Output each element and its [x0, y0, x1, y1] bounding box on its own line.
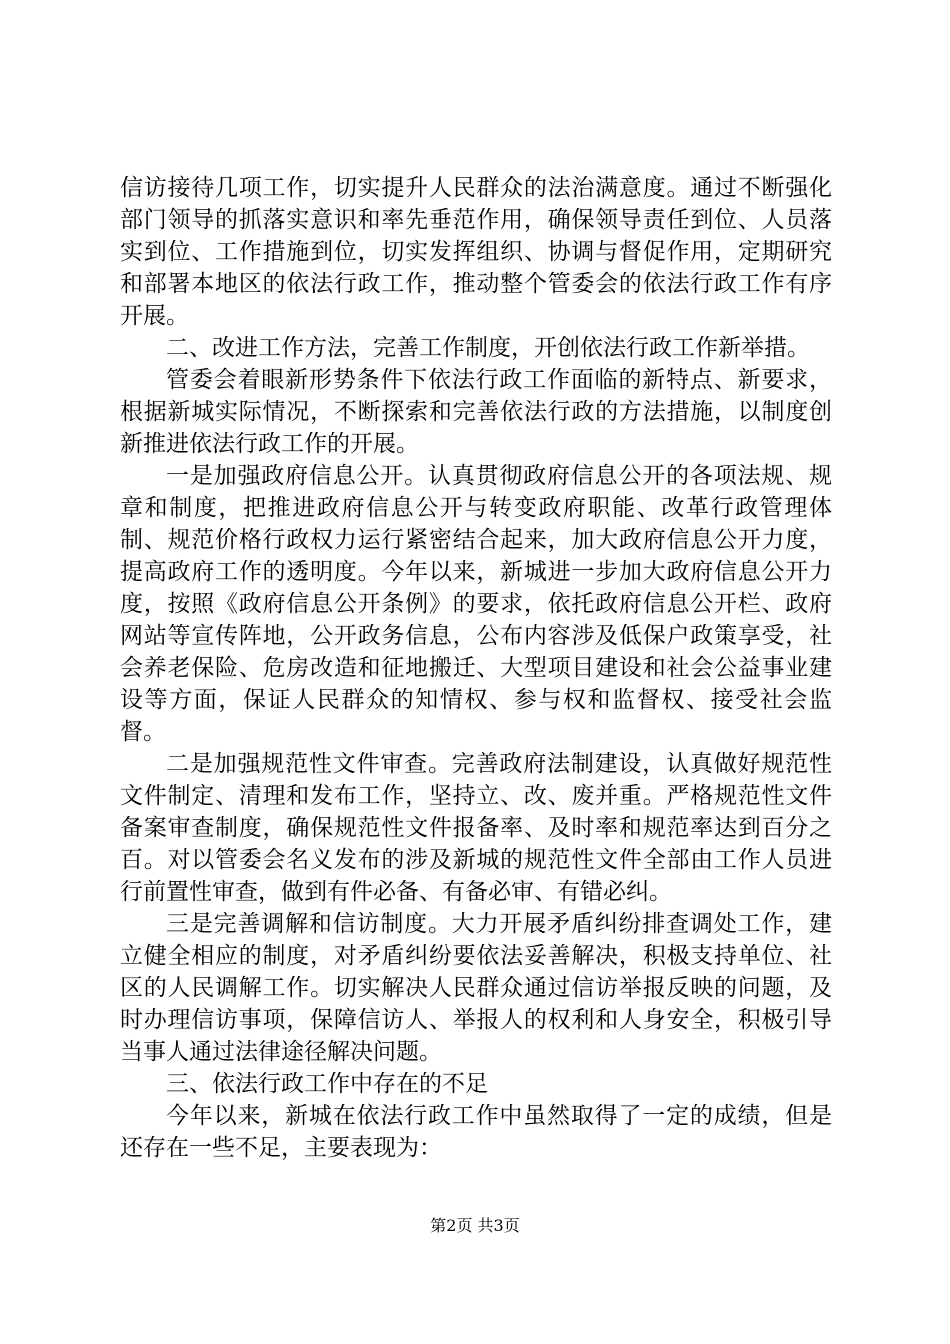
paragraph-methods: 管委会着眼新形势条件下依法行政工作面临的新特点、新要求，根据新城实际情况，不断探索和完善依法行政的方法措施，以制度创新推进依法行政工作的开展。	[120, 367, 832, 457]
document-body	[120, 172, 832, 1164]
paragraph-continuation: 信访接待几项工作，切实提升人民群众的法治满意度。通过不断强化部门领导的抓落实意识和率先垂范作用，确保领导责任到位、人员落实到位、工作措施到位，切实发挥组织、协调与督促作用，定期研究和部署本地区的依法行政工作，推动整个管委会的依法行政工作有序开展。	[120, 175, 832, 329]
page-number: 第2页 共3页	[430, 1216, 520, 1235]
paragraph-info-disclosure: 一是加强政府信息公开。认真贯彻政府信息公开的各项法规、规章和制度，把推进政府信息公开与转变政府职能、改革行政管理体制、规范价格行政权力运行紧密结合起来，加大政府信息公开力度，提高政府工作的透明度。今年以来，新城进一步加大政府信息公开力度，按照《政府信息公开条例》的要求，依托政府信息公开栏、政府网站等宣传阵地，公开政务信息，公布内容涉及低保户政策享受，社会养老保险、危房改造和征地搬迁、大型项目建设和社会公益事业建设等方面，保证人民群众的知情权、参与权和监督权、接受社会监督。	[120, 463, 832, 745]
paragraph-mediation: 三是完善调解和信访制度。大力开展矛盾纠纷排查调处工作，建立健全相应的制度，对矛盾纠纷要依法妥善解决，积极支持单位、社区的人民调解工作。切实解决人民群众通过信访举报反映的问题，及时办理信访事项，保障信访人、举报人的权利和人身安全，积极引导当事人通过法律途径解决问题。	[120, 911, 832, 1065]
section-heading-three: 三、依法行政工作中存在的不足	[166, 1071, 488, 1097]
section-heading-two: 二、改进工作方法，完善工作制度，开创依法行政工作新举措。	[166, 335, 810, 361]
paragraph-shortcomings: 今年以来，新城在依法行政工作中虽然取得了一定的成绩，但是还存在一些不足，主要表现为：	[120, 1103, 832, 1161]
paragraph-document-review: 二是加强规范性文件审查。完善政府法制建设，认真做好规范性文件制定、清理和发布工作，坚持立、改、废并重。严格规范性文件备案审查制度，确保规范性文件报备率、及时率和规范率达到百分之百。对以管委会名义发布的涉及新城的规范性文件全部由工作人员进行前置性审查，做到有件必备、有备必审、有错必纠。	[120, 751, 832, 905]
